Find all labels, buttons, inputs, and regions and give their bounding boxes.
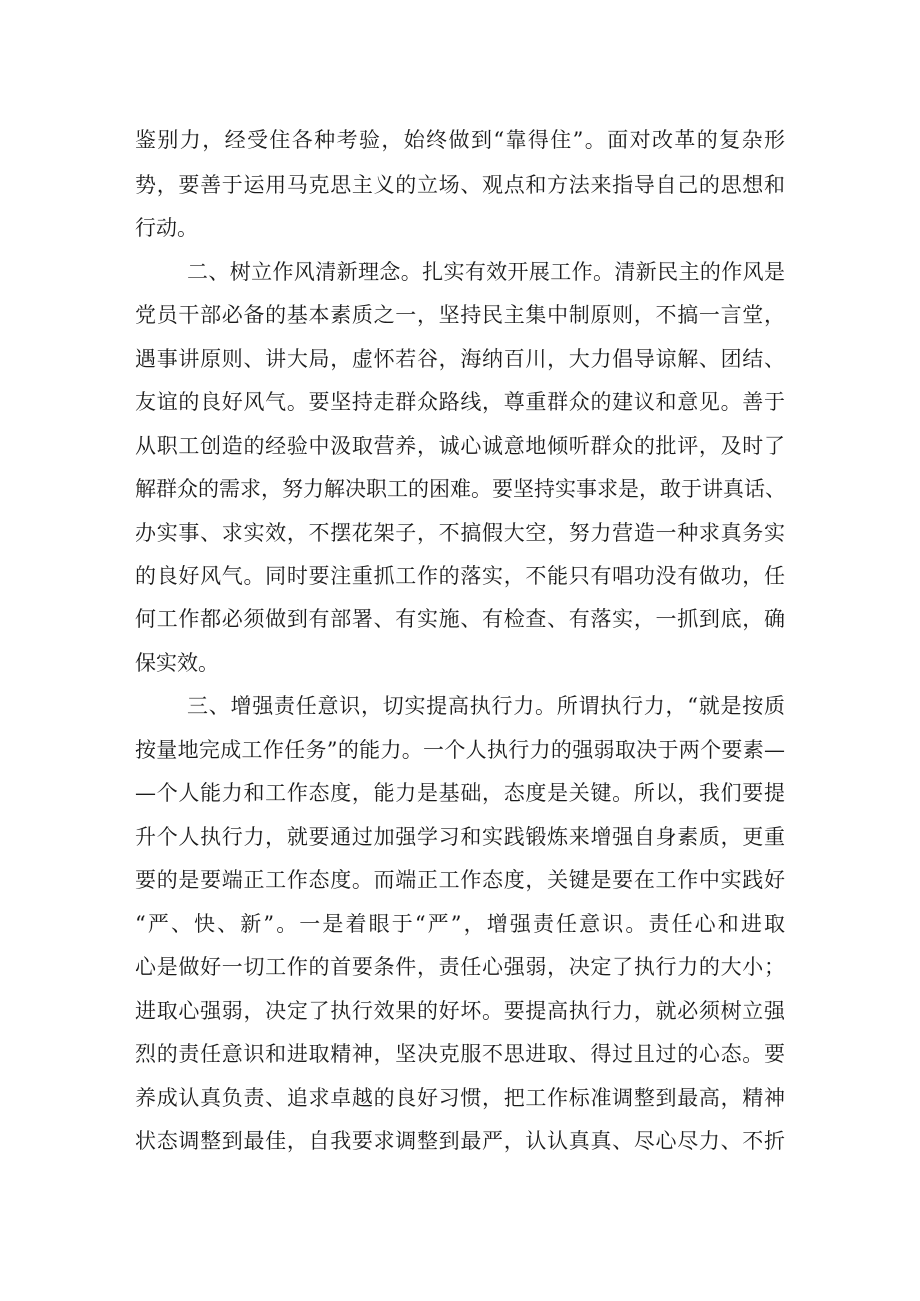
- text-line: 的良好风气。同时要注重抓工作的落实，不能只有唱功没有做功，任: [135, 564, 785, 588]
- text-line: 行动。: [135, 216, 198, 240]
- text-line: 鉴别力，经受住各种考验，始终做到“靠得住”。面对改革的复杂形: [135, 128, 785, 152]
- text-line: 烈的责任意识和进取精神，坚决克服不思进取、得过且过的心态。要: [135, 1042, 785, 1066]
- text-line: 遇事讲原则、讲大局，虚怀若谷，海纳百川，大力倡导谅解、团结、: [135, 347, 785, 371]
- text-line: 升个人执行力，就要通过加强学习和实践锻炼来增强自身素质，更重: [135, 825, 785, 849]
- text-line: 解群众的需求，努力解决职工的困难。要坚持实事求是，敢于讲真话、: [135, 477, 786, 501]
- text-line: 二、树立作风清新理念。扎实有效开展工作。清新民主的作风是: [187, 260, 785, 284]
- text-line: 心是做好一切工作的首要条件，责任心强弱，决定了执行力的大小；: [135, 955, 785, 979]
- text-line: 何工作都必须做到有部署、有实施、有检查、有落实，一抓到底，确: [135, 607, 785, 631]
- text-line: 保实效。: [135, 651, 219, 675]
- text-line: 友谊的良好风气。要坚持走群众路线，尊重群众的建议和意见。善于: [135, 390, 785, 414]
- text-line: 按量地完成工作任务”的能力。一个人执行力的强弱取决于两个要素—: [135, 738, 785, 762]
- text-line: —个人能力和工作态度，能力是基础，态度是关键。所以，我们要提: [135, 781, 785, 805]
- text-line: 办实事、求实效，不摆花架子，不搞假大空，努力营造一种求真务实: [135, 521, 785, 545]
- text-line: 要的是要端正工作态度。而端正工作态度，关键是要在工作中实践好: [135, 868, 785, 892]
- text-line: 养成认真负责、追求卓越的良好习惯，把工作标准调整到最高，精神: [135, 1086, 785, 1110]
- text-line: 从职工创造的经验中汲取营养，诚心诚意地倾听群众的批评，及时了: [135, 434, 785, 458]
- text-line: “严、快、新”。一是着眼于“严”，增强责任意识。责任心和进取: [135, 912, 785, 936]
- text-line: 进取心强弱，决定了执行效果的好坏。要提高执行力，就必须树立强: [135, 999, 785, 1023]
- text-line: 党员干部必备的基本素质之一，坚持民主集中制原则，不搞一言堂，: [135, 303, 785, 327]
- text-line: 势，要善于运用马克思主义的立场、观点和方法来指导自己的思想和: [135, 173, 785, 197]
- text-line: 三、增强责任意识，切实提高执行力。所谓执行力，“就是按质: [187, 694, 785, 718]
- text-line: 状态调整到最佳，自我要求调整到最严，认认真真、尽心尽力、不折: [135, 1129, 785, 1153]
